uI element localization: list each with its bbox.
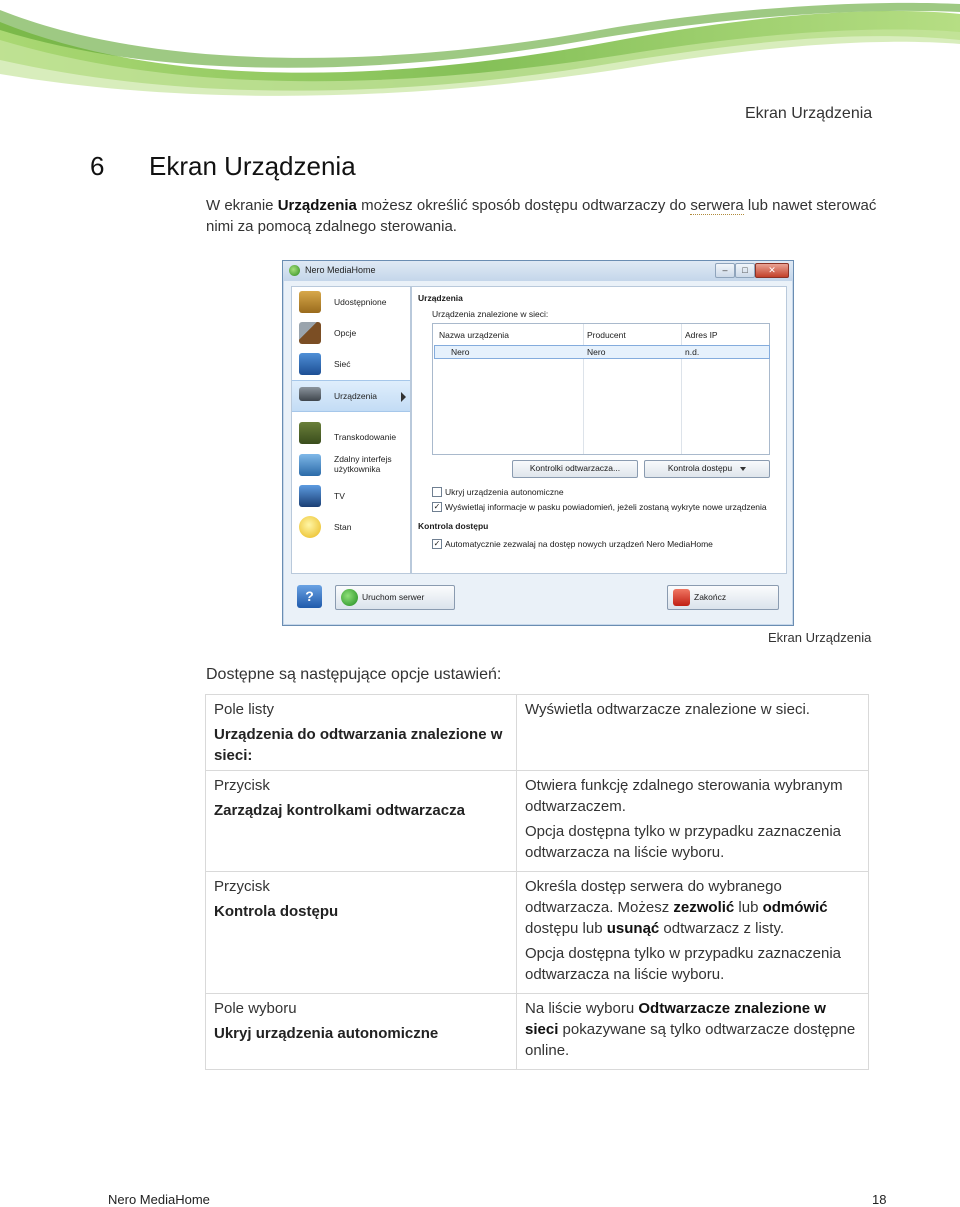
serwer-link[interactable]: serwera xyxy=(690,197,744,214)
table-row xyxy=(206,872,869,994)
hammer-icon xyxy=(299,322,321,344)
option-type: Przycisk xyxy=(214,878,270,895)
panel-heading: Urządzenia xyxy=(418,293,463,303)
minimize-button[interactable]: – xyxy=(715,263,735,278)
sidebar-item-zdalny-interfejs[interactable] xyxy=(292,450,410,482)
hide-autonomous-checkbox[interactable] xyxy=(432,487,442,497)
option-type: Pole wyboru xyxy=(214,1000,297,1017)
option-name: Kontrola dostępu xyxy=(214,903,339,920)
play-icon xyxy=(341,589,358,606)
app-window-screenshot xyxy=(282,260,794,626)
lightbulb-icon xyxy=(299,516,321,538)
sidebar-item-transkodowanie[interactable] xyxy=(292,418,410,450)
options-table xyxy=(205,694,869,1070)
option-desc: Określa dostęp serwera do wybranego odtwarzacza. Możesz zezwolić lub odmówić dostępu lub usunąć odtwarzacz z listy. xyxy=(525,878,828,937)
device-icon xyxy=(299,387,321,401)
maximize-button[interactable]: □ xyxy=(735,263,755,278)
sidebar-item-label: Urządzenia xyxy=(334,391,377,401)
option-name-cell xyxy=(206,771,517,872)
sidebar-item-label: Udostępnione xyxy=(334,297,387,307)
nero-app-icon xyxy=(289,265,300,276)
option-name: Zarządzaj kontrolkami odtwarzacza xyxy=(214,802,465,819)
device-name-cell: Nero xyxy=(451,347,470,357)
option-name: Urządzenia do odtwarzania znalezione w sieci: xyxy=(214,726,503,764)
table-row xyxy=(206,994,869,1070)
window-titlebar xyxy=(283,261,793,281)
option-desc-note: Opcja dostępna tylko w przypadku zaznaczenia odtwarzacza na liście wyboru. xyxy=(525,823,842,861)
table-row xyxy=(206,771,869,872)
notify-label: Wyświetlaj informacje w pasku powiadomień, jeżeli zostaną wykryte nowe urządzenia xyxy=(445,502,767,512)
settings-panel xyxy=(411,286,787,574)
sidebar-item-udostepnione[interactable] xyxy=(292,287,410,319)
sidebar-item-label: Stan xyxy=(334,522,352,532)
window-bottom-bar xyxy=(291,576,785,618)
sidebar-item-siec[interactable] xyxy=(292,349,410,381)
options-lead: Dostępne są następujące opcje ustawień: xyxy=(206,666,502,683)
option-desc-cell xyxy=(517,771,869,872)
option-desc-note: Opcja dostępna tylko w przypadku zaznaczenia odtwarzacza na liście wyboru. xyxy=(525,945,842,983)
sidebar-item-label: TV xyxy=(334,491,345,501)
sidebar-item-label: Opcje xyxy=(334,328,357,338)
sidebar-item-tv[interactable] xyxy=(292,481,410,513)
dropdown-arrow-icon xyxy=(740,467,746,471)
help-button[interactable]: ? xyxy=(297,585,322,608)
hide-autonomous-label: Ukryj urządzenia autonomiczne xyxy=(445,487,564,497)
intro-paragraph: W ekranie Urządzenia możesz określić sposób dostępu odtwarzaczy do serwera lub nawet sterować nimi za pomocą zdalnego sterowania. xyxy=(206,197,877,235)
device-list-label: Urządzenia znalezione w sieci: xyxy=(432,309,549,319)
footer-page-number: 18 xyxy=(872,1192,887,1207)
notify-checkbox[interactable]: ✓ xyxy=(433,502,441,511)
access-control-button[interactable]: Kontrola dostępu xyxy=(644,460,770,478)
figure-caption: Ekran Urządzenia xyxy=(768,630,872,645)
device-list[interactable] xyxy=(432,323,770,455)
option-desc: Wyświetla odtwarzacze znalezione w sieci. xyxy=(525,701,810,718)
remote-control-button[interactable]: Kontrolki odtwarzacza... xyxy=(512,460,638,478)
option-desc: Na liście wyboru Odtwarzacze znalezione w sieci pokazywane są tylko odtwarzacze dostępne online. xyxy=(525,1000,856,1059)
device-producer-cell: Nero xyxy=(587,347,606,357)
option-desc-cell xyxy=(517,994,869,1070)
power-icon xyxy=(673,589,690,606)
sidebar-item-opcje[interactable] xyxy=(292,318,410,350)
chapter-number: 6 xyxy=(90,151,105,181)
header-swoosh-graphic xyxy=(0,0,960,110)
window-sidebar xyxy=(291,286,411,574)
network-icon xyxy=(299,353,321,375)
remote-ui-icon xyxy=(299,454,321,476)
column-header-producer[interactable]: Producent xyxy=(587,330,626,340)
sidebar-item-stan[interactable] xyxy=(292,512,410,544)
folder-share-icon xyxy=(299,291,321,313)
auto-allow-checkbox[interactable]: ✓ xyxy=(433,539,441,548)
window-title: Nero MediaHome xyxy=(305,265,376,275)
stop-button[interactable]: Zakończ xyxy=(667,585,779,610)
option-name-cell xyxy=(206,994,517,1070)
device-ip-cell: n.d. xyxy=(685,347,700,357)
column-header-name[interactable]: Nazwa urządzenia xyxy=(439,330,509,340)
access-control-heading: Kontrola dostępu xyxy=(418,521,489,531)
sidebar-item-label: Transkodowanie xyxy=(334,432,397,442)
option-name: Ukryj urządzenia autonomiczne xyxy=(214,1025,439,1042)
sidebar-item-label: Zdalny interfejs użytkownika xyxy=(334,454,392,474)
transcode-icon xyxy=(299,422,321,444)
option-desc-cell xyxy=(517,872,869,994)
option-name-cell xyxy=(206,872,517,994)
column-header-ip[interactable]: Adres IP xyxy=(685,330,718,340)
sidebar-item-label: Sieć xyxy=(334,359,351,369)
table-row xyxy=(206,695,869,771)
option-desc: Otwiera funkcję zdalnego sterowania wybranym odtwarzaczem. xyxy=(525,777,843,815)
sidebar-item-urzadzenia[interactable] xyxy=(292,380,410,412)
option-desc-cell xyxy=(517,695,869,771)
option-type: Pole listy xyxy=(214,701,275,718)
option-type: Przycisk xyxy=(214,777,270,794)
close-button[interactable]: ✕ xyxy=(755,263,789,278)
chapter-title: Ekran Urządzenia xyxy=(149,151,356,181)
start-server-button[interactable]: Uruchom serwer xyxy=(335,585,455,610)
auto-allow-label: Automatycznie zezwalaj na dostęp nowych urządzeń Nero MediaHome xyxy=(445,539,713,549)
tv-icon xyxy=(299,485,321,507)
option-name-cell xyxy=(206,695,517,771)
running-head: Ekran Urządzenia xyxy=(745,105,873,122)
footer-product: Nero MediaHome xyxy=(108,1192,210,1207)
chevron-right-icon xyxy=(401,392,406,402)
